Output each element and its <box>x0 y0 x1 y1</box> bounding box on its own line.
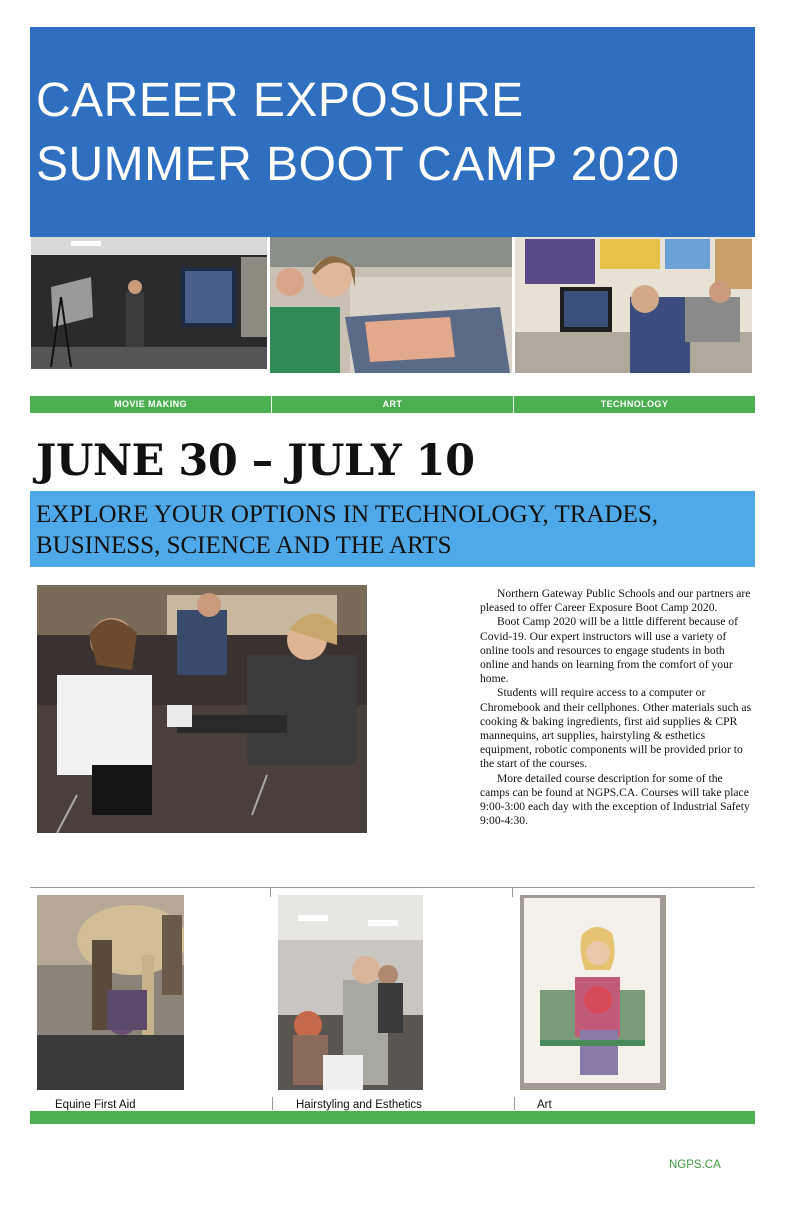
explore-text <box>36 499 736 561</box>
explore-line-1: EXPLORE YOUR OPTIONS IN TECHNOLOGY, TRADES, <box>36 501 659 528</box>
explore-line-2: BUSINESS, SCIENCE AND THE ARTS <box>36 532 452 559</box>
caption-divider <box>272 1097 273 1110</box>
caption-hairstyling: Hairstyling and Esthetics <box>296 1099 422 1111</box>
explore-banner <box>30 491 755 567</box>
column-divider <box>270 887 271 897</box>
body-paragraph: Northern Gateway Public Schools and our partners are pleased to offer Career Exposure Boot Camp 2020. <box>480 587 751 615</box>
caption-divider <box>514 1097 515 1110</box>
equine-first-aid-photo <box>37 895 184 1090</box>
title-banner <box>30 27 755 237</box>
title-line-2: SUMMER BOOT CAMP 2020 <box>36 138 680 191</box>
technology-photo <box>515 237 752 373</box>
bottom-bar <box>30 1111 755 1124</box>
caption-equine-first-aid: Equine First Aid <box>55 1099 136 1111</box>
title-line-1: CAREER EXPOSURE <box>36 74 524 127</box>
movie-making-photo <box>31 237 267 369</box>
first-aid-class-photo <box>37 585 367 833</box>
label-art: ART <box>272 396 514 413</box>
body-text <box>480 587 752 828</box>
column-divider <box>512 887 513 897</box>
photo-label-bar <box>30 396 755 413</box>
camp-dates: JUNE 30 – JULY 10 <box>36 436 475 486</box>
label-movie-making: MOVIE MAKING <box>30 396 272 413</box>
body-paragraph: Students will require access to a computer or Chromebook and their cellphones. Other materials such as cooking & baking ingredients, first aid supplies & CPR mannequins, art supplies, hairstyling & esthetics equipment, robotic components will be provided prior to the start of the courses. <box>480 686 752 771</box>
body-paragraph: More detailed course description for some of the camps can be found at NGPS.CA. Courses will take place 9:00-3:00 each day with the exception of Industrial Safety 9:00-4:30. <box>480 771 750 828</box>
art-photo <box>270 237 512 373</box>
section-divider <box>30 887 755 888</box>
body-paragraph: Boot Camp 2020 will be a little different because of Covid-19. Our expert instructors will use a variety of online tools and resources to engage students in both online and hands on learning from the comfort of your home. <box>480 615 738 686</box>
caption-art: Art <box>537 1099 552 1111</box>
website-link[interactable]: NGPS.CA <box>669 1159 721 1171</box>
label-technology: TECHNOLOGY <box>600 399 669 409</box>
art-painting-photo <box>520 895 666 1090</box>
hairstyling-photo <box>278 895 423 1090</box>
